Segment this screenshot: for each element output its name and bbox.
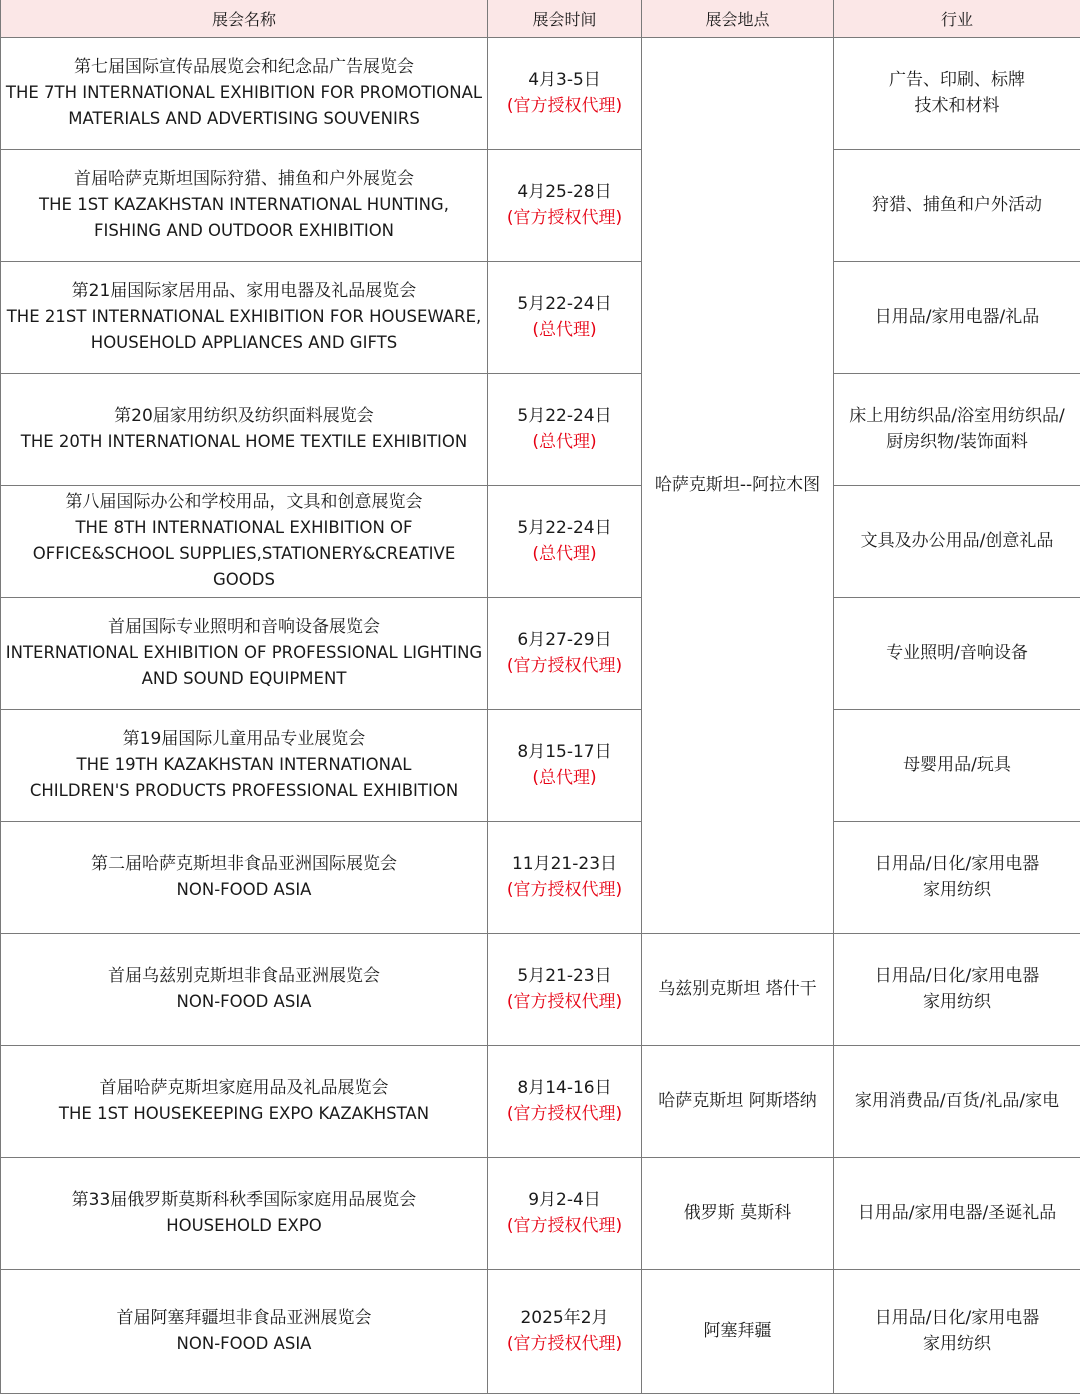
exhibition-name-cn: 第七届国际宣传品展览会和纪念品广告展览会 xyxy=(74,57,414,77)
exhibition-date: 9月2-4日 xyxy=(528,1190,601,1210)
exhibition-date: 5月22-24日 xyxy=(517,294,612,314)
exhibition-time-cell xyxy=(488,1045,642,1157)
exhibition-time-cell xyxy=(488,485,642,597)
table-row xyxy=(1,261,1080,373)
agency-badge: (官方授权代理) xyxy=(506,656,623,676)
exhibition-name-cn: 首届哈萨克斯坦家庭用品及礼品展览会 xyxy=(99,1078,389,1098)
table-row xyxy=(1,1157,1080,1269)
exhibition-location-cell: 乌兹别克斯坦 塔什干 xyxy=(642,933,834,1045)
exhibition-name-cell xyxy=(1,1045,488,1157)
exhibition-date: 11月21-23日 xyxy=(511,854,618,874)
industry-text: 家用纺织 xyxy=(923,1334,991,1354)
industry-cell xyxy=(834,261,1080,373)
exhibition-name-en: NON-FOOD ASIA xyxy=(176,992,312,1011)
industry-text: 母婴用品/玩具 xyxy=(903,755,1011,775)
exhibition-name-en: GOODS xyxy=(213,570,275,589)
exhibition-time-cell xyxy=(488,1269,642,1393)
industry-text: 日用品/日化/家用电器 xyxy=(874,854,1040,874)
exhibition-name-en: FISHING AND OUTDOOR EXHIBITION xyxy=(93,221,395,240)
exhibition-name-en: INTERNATIONAL EXHIBITION OF PROFESSIONAL LIGHTING xyxy=(5,643,483,662)
exhibition-name-en: MATERIALS AND ADVERTISING SOUVENIRS xyxy=(68,109,420,128)
exhibition-location-cell: 哈萨克斯坦--阿拉木图 xyxy=(642,37,834,933)
exhibition-name-en: THE 19TH KAZAKHSTAN INTERNATIONAL xyxy=(76,755,412,774)
exhibition-time-cell xyxy=(488,261,642,373)
agency-badge: (总代理) xyxy=(532,768,597,788)
exhibition-date: 8月15-17日 xyxy=(517,742,612,762)
industry-text: 日用品/日化/家用电器 xyxy=(874,1308,1040,1328)
exhibition-name-cell xyxy=(1,597,488,709)
exhibition-time-cell xyxy=(488,37,642,149)
exhibition-name-cn: 首届哈萨克斯坦国际狩猎、捕鱼和户外展览会 xyxy=(74,169,414,189)
exhibition-time-cell xyxy=(488,1157,642,1269)
industry-text: 日用品/家用电器/礼品 xyxy=(874,307,1040,327)
table-row xyxy=(1,821,1080,933)
exhibition-name-cn: 第八届国际办公和学校用品，文具和创意展览会 xyxy=(65,492,423,512)
exhibition-location-cell: 俄罗斯 莫斯科 xyxy=(642,1157,834,1269)
exhibition-name-en: NON-FOOD ASIA xyxy=(176,880,312,899)
industry-cell xyxy=(834,485,1080,597)
industry-cell xyxy=(834,1157,1080,1269)
header-location: 展会地点 xyxy=(642,0,834,37)
industry-text: 专业照明/音响设备 xyxy=(886,643,1028,663)
exhibition-name-cn: 首届国际专业照明和音响设备展览会 xyxy=(108,617,380,637)
exhibition-name-cn: 第19届国际儿童用品专业展览会 xyxy=(122,729,366,749)
table-row xyxy=(1,1269,1080,1393)
industry-cell xyxy=(834,1045,1080,1157)
exhibition-time-cell xyxy=(488,933,642,1045)
header-time: 展会时间 xyxy=(488,0,642,37)
exhibition-name-en: THE 21ST INTERNATIONAL EXHIBITION FOR HOUSEWARE, xyxy=(6,307,482,326)
industry-text: 狩猎、捕鱼和户外活动 xyxy=(872,195,1042,215)
industry-text: 床上用纺织品/浴室用纺织品/ xyxy=(849,406,1065,426)
agency-badge: (官方授权代理) xyxy=(506,1216,623,1236)
exhibition-date: 2025年2月 xyxy=(520,1308,609,1328)
exhibition-name-cell xyxy=(1,821,488,933)
industry-text: 日用品/日化/家用电器 xyxy=(874,966,1040,986)
industry-text: 技术和材料 xyxy=(914,96,1000,116)
exhibition-date: 5月22-24日 xyxy=(517,406,612,426)
exhibition-name-cn: 第21届国际家居用品、家用电器及礼品展览会 xyxy=(71,281,417,301)
exhibition-name-cell xyxy=(1,1157,488,1269)
agency-badge: (官方授权代理) xyxy=(506,96,623,116)
exhibition-name-cell xyxy=(1,149,488,261)
table-row xyxy=(1,37,1080,149)
exhibition-name-cell xyxy=(1,37,488,149)
agency-badge: (总代理) xyxy=(532,320,597,340)
industry-cell xyxy=(834,149,1080,261)
exhibition-name-en: THE 1ST HOUSEKEEPING EXPO KAZAKHSTAN xyxy=(58,1104,430,1123)
exhibition-location-cell: 哈萨克斯坦 阿斯塔纳 xyxy=(642,1045,834,1157)
exhibition-name-en: THE 1ST KAZAKHSTAN INTERNATIONAL HUNTING, xyxy=(39,195,449,214)
industry-text: 日用品/家用电器/圣诞礼品 xyxy=(857,1203,1057,1223)
exhibition-time-cell xyxy=(488,821,642,933)
exhibition-time-cell xyxy=(488,373,642,485)
exhibition-name-en: OFFICE&SCHOOL SUPPLIES,STATIONERY&CREATIVE xyxy=(32,544,456,563)
industry-cell xyxy=(834,1269,1080,1393)
exhibition-name-cell xyxy=(1,1269,488,1393)
exhibition-time-cell xyxy=(488,149,642,261)
agency-badge: (官方授权代理) xyxy=(506,880,623,900)
exhibition-name-en: THE 8TH INTERNATIONAL EXHIBITION OF xyxy=(75,518,413,537)
exhibition-name-cn: 第33届俄罗斯莫斯科秋季国际家庭用品展览会 xyxy=(71,1190,417,1210)
industry-text: 厨房织物/装饰面料 xyxy=(886,432,1028,452)
agency-badge: (总代理) xyxy=(532,432,597,452)
industry-cell xyxy=(834,373,1080,485)
exhibition-name-cell xyxy=(1,933,488,1045)
exhibition-date: 5月21-23日 xyxy=(517,966,612,986)
exhibition-location-cell: 阿塞拜疆 xyxy=(642,1269,834,1393)
agency-badge: (官方授权代理) xyxy=(506,1334,623,1354)
exhibition-name-cn: 第20届家用纺织及纺织面料展览会 xyxy=(114,406,374,426)
exhibition-name-cn: 首届乌兹别克斯坦非食品亚洲展览会 xyxy=(108,966,380,986)
header-name: 展会名称 xyxy=(1,0,488,37)
exhibition-name-en: THE 7TH INTERNATIONAL EXHIBITION FOR PROMOTIONAL xyxy=(5,83,483,102)
industry-cell xyxy=(834,709,1080,821)
exhibition-name-cell xyxy=(1,709,488,821)
industry-cell xyxy=(834,821,1080,933)
exhibition-name-cn: 首届阿塞拜疆坦非食品亚洲展览会 xyxy=(116,1308,372,1328)
exhibition-name-en: HOUSEHOLD APPLIANCES AND GIFTS xyxy=(90,333,398,352)
industry-text: 文具及办公用品/创意礼品 xyxy=(860,531,1054,551)
exhibition-name-en: AND SOUND EQUIPMENT xyxy=(141,669,347,688)
industry-cell xyxy=(834,37,1080,149)
industry-cell xyxy=(834,597,1080,709)
table-header-row xyxy=(1,0,1080,37)
agency-badge: (官方授权代理) xyxy=(506,992,623,1012)
exhibition-name-en: HOUSEHOLD EXPO xyxy=(166,1216,322,1235)
table-row xyxy=(1,1045,1080,1157)
table-row xyxy=(1,709,1080,821)
exhibition-date: 4月3-5日 xyxy=(528,70,601,90)
industry-text: 家用纺织 xyxy=(923,880,991,900)
exhibition-name-cell xyxy=(1,485,488,597)
industry-text: 家用纺织 xyxy=(923,992,991,1012)
industry-cell xyxy=(834,933,1080,1045)
exhibition-name-cell xyxy=(1,261,488,373)
table-row xyxy=(1,597,1080,709)
agency-badge: (总代理) xyxy=(532,544,597,564)
exhibition-name-en: THE 20TH INTERNATIONAL HOME TEXTILE EXHIBITION xyxy=(20,432,468,451)
exhibition-name-en: CHILDREN'S PRODUCTS PROFESSIONAL EXHIBITION xyxy=(29,781,459,800)
industry-text: 家用消费品/百货/礼品/家电 xyxy=(854,1091,1060,1111)
table-row xyxy=(1,149,1080,261)
table-row xyxy=(1,373,1080,485)
exhibition-date: 8月14-16日 xyxy=(517,1078,612,1098)
exhibition-date: 5月22-24日 xyxy=(517,518,612,538)
exhibition-date: 4月25-28日 xyxy=(517,182,612,202)
table-row xyxy=(1,933,1080,1045)
header-industry: 行业 xyxy=(834,0,1080,37)
agency-badge: (官方授权代理) xyxy=(506,1104,623,1124)
exhibition-time-cell xyxy=(488,709,642,821)
exhibition-name-cn: 第二届哈萨克斯坦非食品亚洲国际展览会 xyxy=(91,854,397,874)
exhibition-name-cell xyxy=(1,373,488,485)
exhibition-time-cell xyxy=(488,597,642,709)
exhibition-name-en: NON-FOOD ASIA xyxy=(176,1334,312,1353)
exhibition-date: 6月27-29日 xyxy=(517,630,612,650)
industry-text: 广告、印刷、标牌 xyxy=(889,70,1025,90)
table-row xyxy=(1,485,1080,597)
agency-badge: (官方授权代理) xyxy=(506,208,623,228)
